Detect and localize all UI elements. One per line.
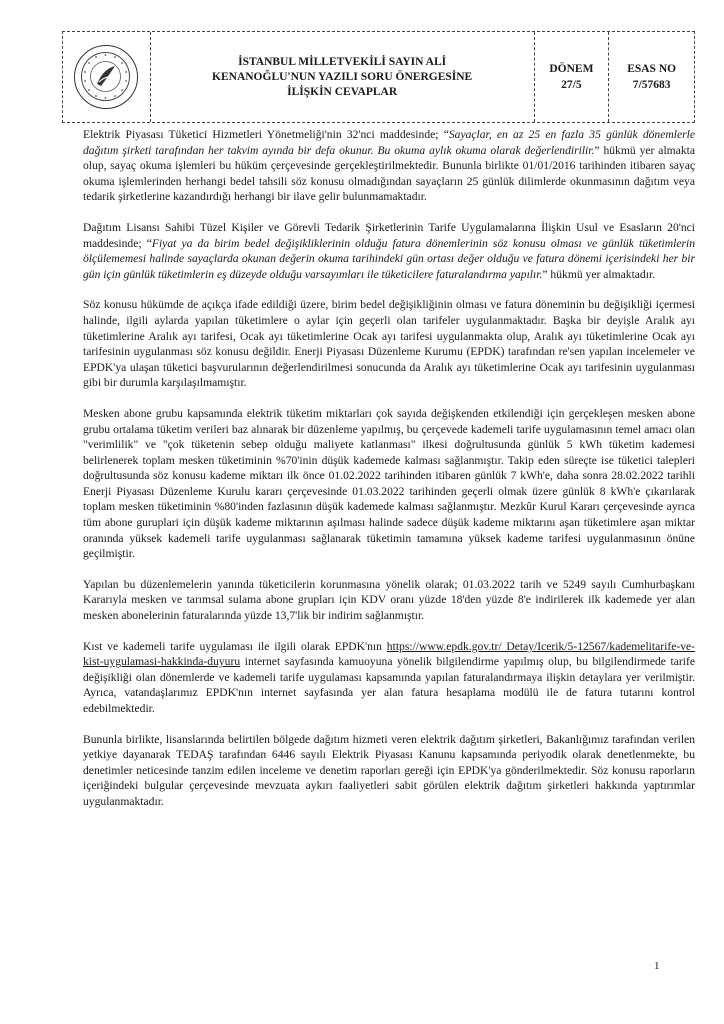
paragraph-3: Söz konusu hükümde de açıkça ifade edildiği üzere, birim bedel değişikliğinin olması ve fatura döneminin bu değişikliği içermesi halinde, ilgili aylarda yapılan tüketimlere o aylar için geçerli olan tarifeler uygulanmaktadır. Başka bir deyişle Aralık ayı tüketimlerine Aralık ayı tarifesi, Ocak ayı tüketimlerine Ocak ayı tarifesi uygulanmakta olup, Aralık ayı tüketimlerine Ocak ayı tarifesinin uygulanması söz konusu değildir. Enerji Piyasası Düzenleme Kurumu (EPDK) tarafından re'sen yapılan incelemeler ve EPDK'ya ulaşan tüketici başvurularının değerlendirilmesi sonucunda da Aralık ayı tüketimlerine Ocak ayı tarifesinin uygulanması gibi bir durumla karşılaşılmamıştır. bbox=[83, 298, 695, 390]
paragraph-6-intro: Kıst ve kademeli tarife uygulaması ile ilgili olarak EPDK'nın bbox=[83, 639, 387, 653]
paragraph-2-intro: Dağıtım Lisansı Sahibi Tüzel Kişiler ve Görevli Tedarik Şirketlerinin Tarife Uygulamalarına İlişkin Usul ve Esasların 20'nci maddesinde; “ bbox=[83, 220, 695, 250]
header-title-line-1: İSTANBUL MİLLETVEKİLİ SAYIN ALİ bbox=[238, 55, 447, 68]
ministry-seal-icon bbox=[74, 45, 138, 109]
esas-value: 7/57683 bbox=[632, 79, 671, 91]
paragraph-1-quote: Sayaçlar, en az 25 en fazla 35 günlük dönemlerle dağıtım şirketi tarafından her takvim ayında bir defa okunur. Bu okuma aylık okuma olarak değerlendirilir. bbox=[83, 128, 695, 157]
logo-cell bbox=[63, 32, 151, 122]
page-number: 1 bbox=[654, 960, 660, 972]
paragraph-4: Mesken abone grubu kapsamında elektrik tüketim miktarları çok sayıda değişkenden etkilendiği için gerçekleşen mesken abone grubu ortalama tüketim verileri baz alınarak bir düzenleme yapılmış, bu çerçevede kademeli tarife uygulamasının temel amacı olan "verimlilik" ve "çok tüketenin sebep olduğu maliyete katlanması" ilkesi doğrultusunda günlük 5 kWh tüketim kademesi belirlenerek toplam mesken tüketiminin %70'inin düşük kademede kalması sağlanmıştır. Takip eden süreçte ise tüketici talepleri doğrultusunda söz konusu kademe miktarı ilk önce 01.02.2022 tarihinden itibaren günlük 7 kWh'e, daha sonra 28.02.2022 tarihli Enerji Piyasası Düzenleme Kurulu kararı çerçevesinde 01.03.2022 tarihinden geçerli olmak üzere günlük 8 kWh'e çıkarılarak toplam mesken tüketiminin %80'inden fazlasının düşük kademede kalması sağlanmıştır. Mezkûr Kurul Kararı çerçevesinde ayrıca tüm abone guruplari için düşük kademe miktarının aşılması halinde sadece düşük kademe miktarını aşan tüketimlere aşan miktar oranında yüksek kademeli tarife uygulanması sağlanarak tüketimin tamamına yüksek kademe tarifesi uygulanmasının önüne geçilmiştir. bbox=[83, 406, 695, 561]
header-title bbox=[151, 32, 535, 122]
paragraph-1-rest: ” hükmü yer almakta olup, sayaç okuma işlemleri bu hüküm çerçevesinde gerçekleştirilmektedir. Bununla birlikte 01/01/2016 tarihinden itibaren sayaç okuma işlemlerinden herhangi bedel tahsili söz konusu olmadığından sayaçların 25 günlük dilimlerde okunmasının dağıtım veya tedarik şirketlerine kazandırdığı herhangi bir ilave gelir bulunmamaktadır. bbox=[83, 143, 695, 204]
paragraph-6-rest: internet sayfasında kamuoyuna yönelik bilgilendirme yapılmış olup, bu bilgilendirmede tarife değişikliği olan dönemlerde ve kademeli tarife uygulaması kapsamında yapılan faturalandırmaya ilişkin detaylara yer verilmiştir. Ayrıca, vatandaşlarımız EPDK'nın internet sayfasında yer alan fatura hesaplama modülü ile de fatura tutarını kontrol edebilmektedir. bbox=[83, 655, 695, 715]
paragraph-2 bbox=[83, 220, 695, 282]
paragraph-2-quote: Fiyat ya da birim bedel değişikliklerinin olduğu fatura dönemlerinin söz konusu olması ve günlük tüketimlerin ölçülememesi halinde sayaçlarda okunan değerin okuma tarihindeki gün ortası değer olduğu ve fatura dönemi içerisindeki her bir gün için günlük tüketimlerin eş düzeyde olduğu varsayımları ile tüketicilere faturalandırma yapılır. bbox=[83, 236, 695, 281]
esas-cell bbox=[609, 32, 694, 122]
header-title-line-3: İLİŞKİN CEVAPLAR bbox=[287, 85, 398, 98]
paragraph-5: Yapılan bu düzenlemelerin yanında tüketicilerin korunmasına yönelik olarak; 01.03.2022 tarih ve 5249 sayılı Cumhurbaşkanı Kararıyla mesken ve tarımsal sulama abone grupları için KDV oranı yüzde 18'den yüzde 8'e indirilerek ilk kademede yer alan mesken abonelerinin faturalarında yüzde 13,7'lik bir indirim sağlanmıştır. bbox=[83, 577, 695, 623]
paragraph-1-intro: Elektrik Piyasası Tüketici Hizmetleri Yönetmeliği'nin 32'nci maddesinde; “ bbox=[83, 128, 449, 141]
donem-label: DÖNEM bbox=[549, 63, 594, 75]
paragraph-1 bbox=[83, 127, 695, 205]
document-header bbox=[62, 31, 695, 123]
header-title-line-2: KENANOĞLU'NUN YAZILI SORU ÖNERGESİNE bbox=[212, 70, 473, 83]
paragraph-6 bbox=[83, 639, 695, 717]
donem-value: 27/5 bbox=[561, 79, 582, 91]
paragraph-2-rest: ” hükmü yer almaktadır. bbox=[542, 267, 656, 281]
esas-label: ESAS NO bbox=[627, 63, 677, 75]
document-body bbox=[83, 127, 695, 825]
donem-cell bbox=[535, 32, 610, 122]
epdk-link[interactable]: https://www.epdk.gov.tr/ Detay/Icerik/5-12567/kademelitarife-ve-kist-uygulamasi-hakkinda-duyuru bbox=[83, 639, 696, 669]
paragraph-7: Bununla birlikte, lisanslarında belirtilen bölgede dağıtım hizmeti veren elektrik dağıtım şirketleri, Bakanlığımız tarafından verilen yetkiye dayanarak TEDAŞ tarafından 6446 sayılı Elektrik Piyasası Kanunu kapsamında periyodik olarak denetlenmekte, bu denetimler neticesinde tanzim edilen inceleme ve denetim raporları gereği için EPDK'ya gönderilmektedir. Söz konusu raporların içeriğindeki bulgular çerçevesinde mevzuata aykırı faaliyetleri sabit görülen elektrik dağıtım şirketleri hakkında yaptırımlar uygulanmaktadır. bbox=[83, 732, 695, 808]
